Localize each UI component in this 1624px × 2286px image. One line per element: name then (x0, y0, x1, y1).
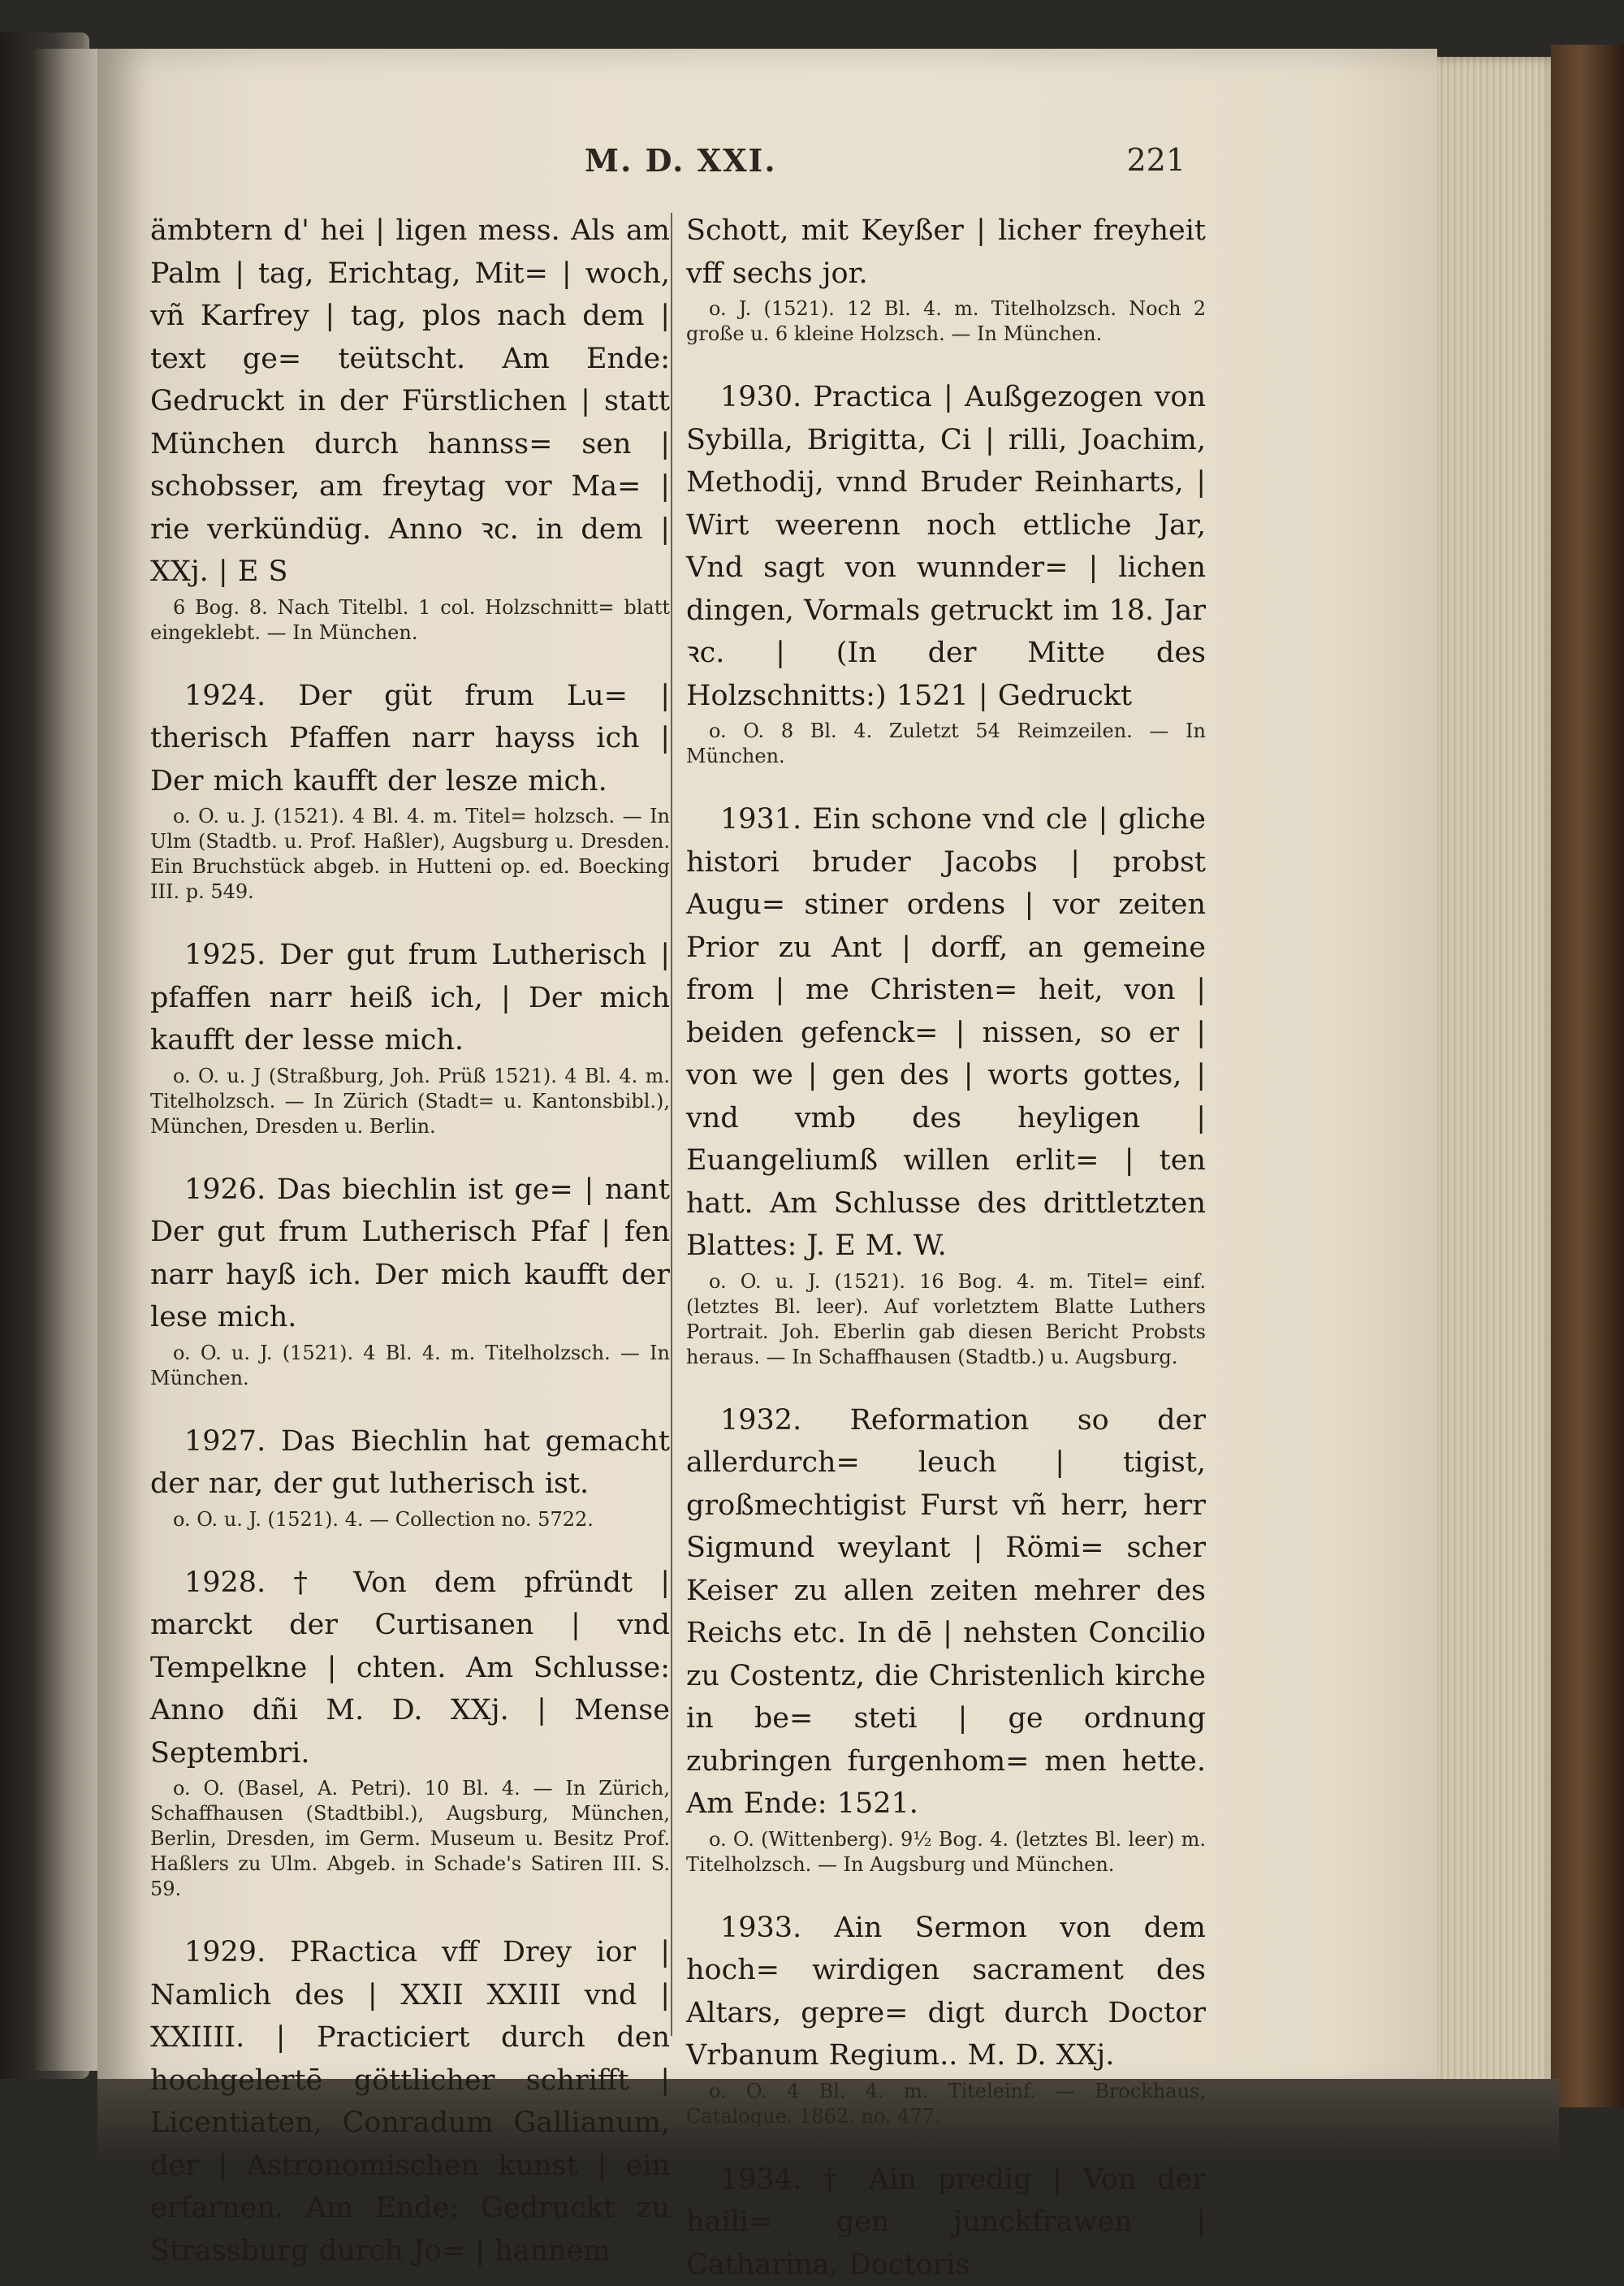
entry-continuation (686, 210, 1206, 347)
entry-title: 1932. Reformation so der allerdurch= leuch | tigist, großmechtigist Furst vñ herr, herr Sigmund weylant | Römi= scher Keiser zu allen zeiten mehrer des Reichs etc. In dē | nehsten Concilio zu Costentz, die Christenlich kirche in be= steti | ge ordnung zubringen furgenhom= men hette. Am Ende: 1521. (686, 1399, 1206, 1826)
entry-1925 (150, 934, 670, 1139)
entry-title: 1930. Practica | Außgezogen von Sybilla, Brigitta, Ci | rilli, Joachim, Methodij, vnnd Bruder Reinharts, | Wirt weerenn noch ettliche Jar, Vnd sagt von wunnder= | lichen dingen, Vormals getruckt im 18. Jar ꝛc. | (In der Mitte des Holzschnitts:) 1521 | Gedruckt (686, 376, 1206, 717)
entry-1927 (150, 1420, 670, 1532)
entry-1929 (150, 1931, 670, 2272)
entry-1924 (150, 675, 670, 905)
entry-title: ämbtern d' hei | ligen mess. Als am Palm | tag, Erichtag, Mit= | woch, vñ Karfrey | tag, plos nach dem | text ge= teütscht. Am Ende: Gedruckt in der Fürstlichen | statt München durch hannss= sen | schobsser, am freytag vor Ma= | rie verkündüg. Anno ꝛc. in dem | XXj. | E S (150, 210, 670, 594)
entry-title: 1929. PRactica vff Drey ior | Namlich des | XXII XXIII vnd | XXIIII. | Practiciert durch den hochgelertē göttlicher schrifft | Licentiaten, Conradum Gallianum, der | Astronomischen kunst | ein erfarnen. Am Ende: Gedruckt zu Strassburg durch Jo= | hannem (150, 1931, 670, 2272)
right-cover (1551, 45, 1624, 2107)
entry-title: 1933. Ain Sermon von dem hoch= wirdigen sacrament des Altars, gepre= digt durch Doctor Vrbanum Regium.. M. D. XXj. (686, 1907, 1206, 2077)
page-number: 221 (1126, 142, 1186, 178)
entry-1931 (686, 798, 1206, 1370)
left-page-edge (32, 49, 106, 2071)
entry-title: Schott, mit Keyßer | licher freyheit vff sechs jor. (686, 210, 1206, 295)
entry-note: o. O. u. J. (1521). 4 Bl. 4. m. Titelholzsch. — In München. (150, 1341, 670, 1391)
entry-title: 1931. Ein schone vnd cle | gliche histori bruder Jacobs | probst Augu= stiner ordens | vor zeiten Prior zu Ant | dorff, an gemeine from | me Christen= heit, von | beiden gefenck= | nissen, so er | von we | gen des | worts gottes, | vnd vmb des heyligen | Euangeliumß willen erlit= | ten hatt. Am Schlusse des drittletzten Blattes: J. E M. W. (686, 798, 1206, 1268)
entry-note: o. O. u. J. (1521). 4. — Collection no. 5722. (150, 1507, 670, 1532)
entry-note: o. O. (Basel, A. Petri). 10 Bl. 4. — In Zürich, Schaffhausen (Stadtbibl.), Augsburg, München, Berlin, Dresden, im Germ. Museum u. Besitz Prof. Haßlers zu Ulm. Abgeb. in Schade's Satiren III. S. 59. (150, 1776, 670, 1902)
entry-1926 (150, 1169, 670, 1391)
left-column (150, 210, 670, 2045)
entry-note: o. O. u. J. (1521). 4 Bl. 4. m. Titel= holzsch. — In Ulm (Stadtb. u. Prof. Haßler), Augsburg u. Dresden. Ein Bruchstück abgeb. in Hutteni op. ed. Boecking III. p. 549. (150, 804, 670, 905)
entry-note: 6 Bog. 8. Nach Titelbl. 1 col. Holzschnitt= blatt eingeklebt. — In München. (150, 595, 670, 646)
entry-1933 (686, 1907, 1206, 2129)
entry-title: 1928. † Von dem pfründt | marckt der Curtisanen | vnd Tempelkne | chten. Am Schlusse: Anno dñi M. D. XXj. | Mense Septembri. (150, 1562, 670, 1775)
column-divider (671, 213, 672, 2036)
entry-title: 1927. Das Biechlin hat gemacht der nar, der gut lutherisch ist. (150, 1420, 670, 1506)
entry-note: o. O. 8 Bl. 4. Zuletzt 54 Reimzeilen. — In München. (686, 719, 1206, 769)
page-stack-edge (1437, 57, 1559, 2095)
entry-note: o. O. u. J. (1521). 16 Bog. 4. m. Titel= einf. (letztes Bl. leer). Auf vorletztem Blatte Luthers Portrait. Joh. Eberlin gab diesen Bericht Probsts heraus. — In Schaffhausen (Stadtb.) u. Augsburg. (686, 1269, 1206, 1370)
entry-1932 (686, 1399, 1206, 1878)
running-title: M. D. XXI. (585, 142, 777, 179)
entry-note: o. O. u. J (Straßburg, Joh. Prüß 1521). 4 Bl. 4. m. Titelholzsch. — In Zürich (Stadt= u. Kantonsbibl.), München, Dresden u. Berlin. (150, 1064, 670, 1139)
entry-1930 (686, 376, 1206, 769)
entry-title: 1925. Der gut frum Lutherisch | pfaffen narr heiß ich, | Der mich kaufft der lesse mich. (150, 934, 670, 1062)
page-header (585, 142, 1186, 183)
entry-title: 1934. † Ain predig | Von der haili= gen junckfrawen | Catharina, Doctoris (686, 2159, 1206, 2286)
entry-1934 (686, 2159, 1206, 2286)
entry-note: o. J. (1521). 12 Bl. 4. m. Titelholzsch. Noch 2 große u. 6 kleine Holzsch. — In München. (686, 296, 1206, 347)
entry-title: 1926. Das biechlin ist ge= | nant Der gut frum Lutherisch Pfaf | fen narr hayß ich. Der mich kaufft der lese mich. (150, 1169, 670, 1339)
entry-title: 1924. Der güt frum Lu= | therisch Pfaffen narr hayss ich | Der mich kaufft der lesze mich. (150, 675, 670, 803)
entry-note: o. O. (Wittenberg). 9½ Bog. 4. (letztes Bl. leer) m. Titelholzsch. — In Augsburg und München. (686, 1827, 1206, 1878)
entry-note: o. O. 4 Bl. 4. m. Titeleinf. — Brockhaus, Catalogue. 1862. no. 477. (686, 2079, 1206, 2129)
entry-continuation (150, 210, 670, 646)
entry-1928 (150, 1562, 670, 1903)
right-column (686, 210, 1206, 2045)
